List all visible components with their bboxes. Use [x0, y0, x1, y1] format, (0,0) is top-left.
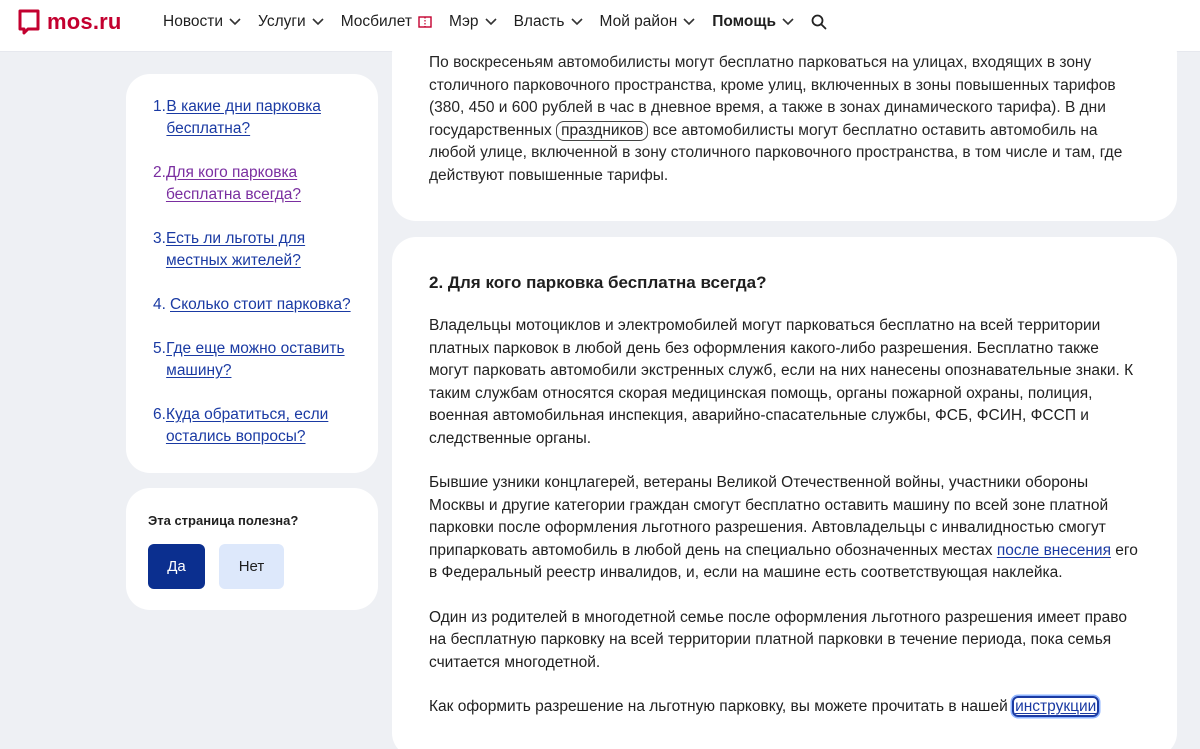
text-segment: По воскресеньям автомобилисты могут бесплатно парковаться на улицах, входящих в зону столичного парковочного пространства, кроме улиц, включенных в зоны повышенных тарифов (380, 450 и 600 рублей в час в дневное время, а также в зонах динамического тарифа). В дни государственных: [429, 54, 1116, 139]
holidays-link[interactable]: праздников: [556, 121, 648, 141]
toc-item-link[interactable]: Сколько стоит парковка?: [170, 296, 351, 313]
toc-item-number: 1.: [153, 98, 166, 115]
nav-services[interactable]: [258, 13, 324, 31]
text-segment: Бывшие узники концлагерей, ветераны Великой Отечественной войны, участники обороны Москвы и другие категории граждан смогут бесплатно оставить машину по всей зоне платной парковки после оформления льготного разрешения. Автовладельцы с инвалидностью смогут припарковать автомобиль в любой день на специально обозначенных местах: [429, 474, 1109, 559]
toc-item-link[interactable]: В какие дни парковка бесплатна?: [166, 98, 321, 137]
table-of-contents: [126, 74, 378, 473]
search-icon: [811, 14, 827, 30]
nav-authority-label: Власть: [513, 13, 565, 30]
after-registration-link[interactable]: после внесения: [996, 541, 1111, 559]
toc-item-number: 2.: [153, 164, 166, 181]
instructions-link[interactable]: инструкции: [1012, 696, 1099, 717]
toc-item-number: 3.: [153, 230, 166, 247]
site-logo[interactable]: [18, 9, 122, 35]
ticket-icon: [418, 16, 432, 28]
toc-item-link[interactable]: Где еще можно оставить машину?: [166, 340, 345, 379]
toc-item-other-places[interactable]: [153, 338, 358, 382]
paragraph-benefit-categories: [429, 472, 1140, 585]
nav-services-label: Услуги: [258, 13, 306, 30]
feedback-question: Эта страница полезна?: [148, 513, 299, 528]
paragraph-exempt-vehicles: Владельцы мотоциклов и электромобилей могут парковаться бесплатно на всей территории платных парковок в любой день без оформления какого-либо разрешения. Бесплатно также могут парковать автомобили экстренных служб, если на них нанесены опознавательные знаки. К таким службам относятся скорая медицинская помощь, органы пожарной охраны, полиция, военная автомобильная инспекция, аварийно-спасательные службы, ФСБ, ФСИН, ФССП и следственные органы.: [429, 317, 1134, 447]
toc-item-link[interactable]: Куда обратиться, если остались вопросы?: [165, 406, 329, 445]
chevron-down-icon: [683, 18, 695, 26]
chevron-down-icon: [229, 18, 241, 26]
paragraph-instructions: [429, 696, 1140, 719]
logo-mark-icon: [18, 9, 40, 35]
nav-news[interactable]: [163, 13, 241, 31]
feedback-buttons: [148, 544, 356, 589]
chevron-down-icon: [485, 18, 497, 26]
toc-item-number: 4.: [153, 296, 166, 313]
toc-item-link[interactable]: Для кого парковка бесплатна всегда?: [165, 164, 301, 203]
section-always-free-card: [392, 237, 1177, 749]
section-free-days-text: [429, 52, 1140, 187]
toc-item-contacts[interactable]: [153, 404, 358, 448]
search-button[interactable]: [811, 14, 827, 30]
toc-item-parking-cost[interactable]: [153, 294, 358, 316]
nav-mayor[interactable]: [449, 13, 497, 31]
nav-mosbilet[interactable]: [341, 13, 432, 31]
feedback-yes-button[interactable]: Да: [148, 544, 205, 589]
nav-my-district-label: Мой район: [599, 13, 678, 30]
text-segment: Как оформить разрешение на льготную парковку, вы можете прочитать в нашей: [429, 698, 1013, 715]
nav-mosbilet-label: Мосбилет: [340, 13, 412, 30]
section-heading: 2. Для кого парковка бесплатна всегда?: [429, 273, 767, 292]
paragraph-large-families: Один из родителей в многодетной семье после оформления льготного разрешения имеет право на бесплатную парковку на всей территории платной парковки в течение периода, пока семья считается многодетной.: [429, 608, 1127, 671]
chevron-down-icon: [312, 18, 324, 26]
nav-my-district[interactable]: [600, 13, 696, 31]
feedback-widget: [126, 488, 378, 610]
nav-mayor-label: Мэр: [448, 13, 479, 30]
chevron-down-icon: [571, 18, 583, 26]
toc-item-local-residents[interactable]: [153, 228, 358, 272]
section-free-days-card: [392, 30, 1177, 221]
toc-item-always-free[interactable]: [153, 162, 358, 206]
toc-item-number: 5.: [153, 340, 166, 357]
chevron-down-icon: [782, 18, 794, 26]
nav-help[interactable]: [712, 13, 794, 31]
feedback-no-button[interactable]: Нет: [219, 544, 284, 589]
nav-news-label: Новости: [163, 13, 224, 30]
text-segment: все автомобилисты могут бесплатно оставить автомобиль на любой улице, включенной в зону столичного парковочного пространства, в том числе и там, где действуют повышенные тарифы.: [429, 121, 1123, 184]
logo-text: mos.ru: [47, 9, 122, 34]
toc-item-number: 6.: [153, 406, 166, 423]
toc-item-link[interactable]: Есть ли льготы для местных жителей?: [165, 230, 306, 269]
toc-item-free-days[interactable]: [153, 96, 358, 140]
text-segment: его в Федеральный реестр инвалидов, и, если на машине есть соответствующая наклейка.: [429, 541, 1138, 581]
nav-help-label: Помощь: [712, 13, 776, 30]
nav-authority[interactable]: [514, 13, 583, 31]
